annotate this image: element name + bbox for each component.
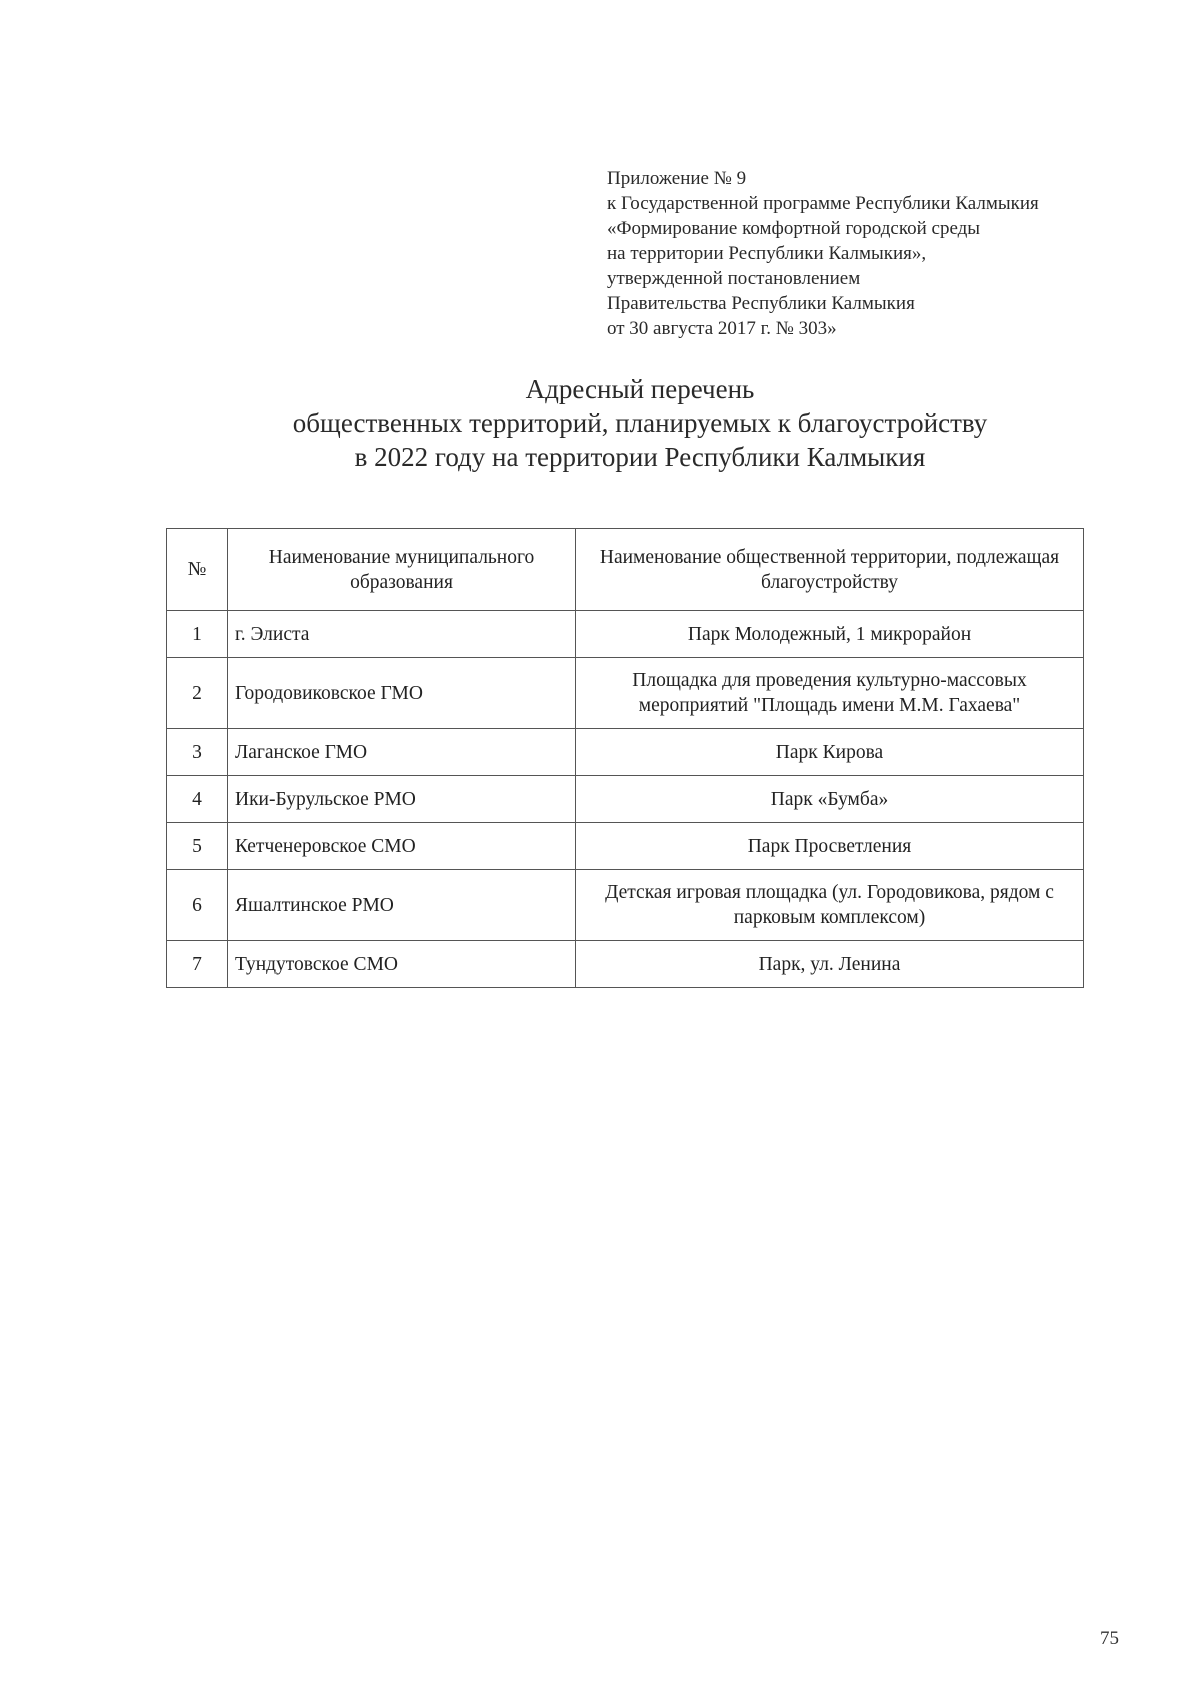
row-territory: Парк Просветления xyxy=(576,823,1084,870)
table-header-row xyxy=(167,529,1084,611)
row-municipality: Тундутовское СМО xyxy=(228,941,576,988)
row-territory: Площадка для проведения культурно-массовых мероприятий "Площадь имени М.М. Гахаева" xyxy=(576,658,1084,729)
row-territory: Детская игровая площадка (ул. Городовикова, рядом с парковым комплексом) xyxy=(576,870,1084,941)
appendix-line: к Государственной программе Республики Калмыкия xyxy=(607,193,1039,214)
appendix-line: на территории Республики Калмыкия», xyxy=(607,243,927,264)
table-row xyxy=(167,941,1084,988)
document-title xyxy=(180,372,1100,474)
header-municipality: Наименование муниципального образования xyxy=(228,529,576,611)
row-municipality: Кетченеровское СМО xyxy=(228,823,576,870)
row-municipality: Яшалтинское РМО xyxy=(228,870,576,941)
row-no: 4 xyxy=(167,776,228,823)
row-territory: Парк «Бумба» xyxy=(576,776,1084,823)
appendix-header xyxy=(607,166,1127,341)
territories-table xyxy=(166,528,1084,988)
table-row xyxy=(167,658,1084,729)
row-no: 1 xyxy=(167,611,228,658)
table-row xyxy=(167,611,1084,658)
appendix-line: «Формирование комфортной городской среды xyxy=(607,218,981,239)
row-no: 2 xyxy=(167,658,228,729)
appendix-line: Правительства Республики Калмыкия xyxy=(607,293,915,314)
row-municipality: Ики-Бурульское РМО xyxy=(228,776,576,823)
table-row xyxy=(167,729,1084,776)
table-row xyxy=(167,776,1084,823)
title-line: Адресный перечень xyxy=(525,374,755,404)
row-municipality: Лаганское ГМО xyxy=(228,729,576,776)
appendix-line: утвержденной постановлением xyxy=(607,268,861,289)
row-territory: Парк Кирова xyxy=(576,729,1084,776)
appendix-line: от 30 августа 2017 г. № 303» xyxy=(607,318,837,339)
header-territory: Наименование общественной территории, подлежащая благоустройству xyxy=(576,529,1084,611)
title-line: общественных территорий, планируемых к благоустройству xyxy=(292,408,988,438)
title-line: в 2022 году на территории Республики Калмыкия xyxy=(354,442,926,472)
row-territory: Парк, ул. Ленина xyxy=(576,941,1084,988)
table-row xyxy=(167,823,1084,870)
row-territory: Парк Молодежный, 1 микрорайон xyxy=(576,611,1084,658)
row-no: 3 xyxy=(167,729,228,776)
appendix-line: Приложение № 9 xyxy=(607,168,747,189)
row-municipality: г. Элиста xyxy=(228,611,576,658)
row-no: 5 xyxy=(167,823,228,870)
page-number: 75 xyxy=(1100,1628,1119,1649)
row-municipality: Городовиковское ГМО xyxy=(228,658,576,729)
row-no: 6 xyxy=(167,870,228,941)
header-no: № xyxy=(167,529,228,611)
table-row xyxy=(167,870,1084,941)
row-no: 7 xyxy=(167,941,228,988)
